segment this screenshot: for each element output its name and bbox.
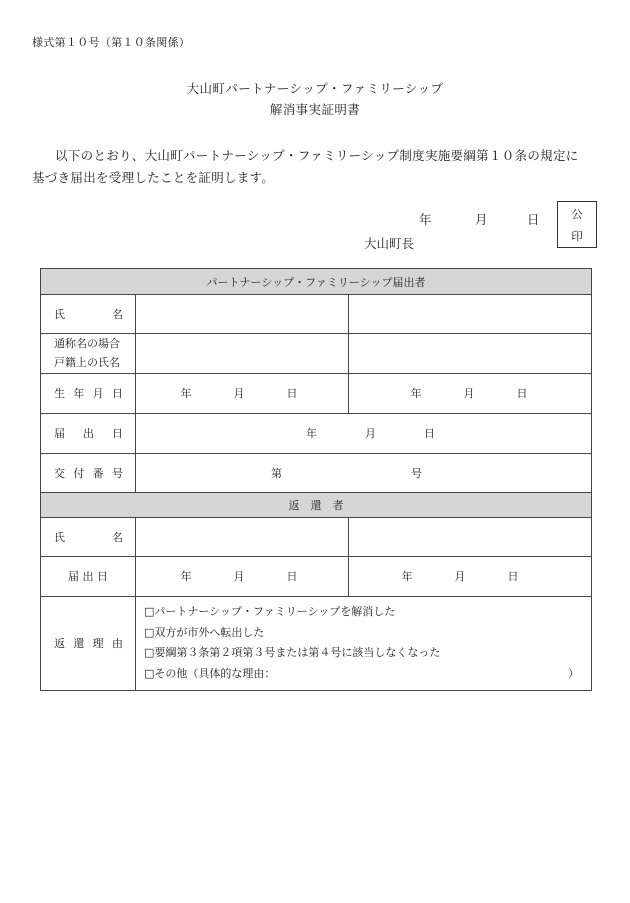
seal-char-2: 印 bbox=[571, 228, 583, 243]
return-reason-label: 返 還 理 由 bbox=[54, 637, 123, 650]
issuer-name: 大山町長 bbox=[364, 236, 415, 251]
official-seal-box bbox=[557, 201, 597, 248]
legal-name-field-1[interactable] bbox=[136, 333, 348, 373]
date-year: 年 bbox=[419, 212, 432, 227]
returner-name-label: 氏 名 bbox=[54, 530, 123, 544]
filing-date-field[interactable]: 年 月 日 bbox=[306, 427, 435, 440]
birth-date-field-1[interactable]: 年 月 日 bbox=[180, 387, 298, 400]
body-text-line-1: 以下のとおり、大山町パートナーシップ・ファミリーシップ制度実施要綱第１０条の規定に bbox=[55, 148, 579, 163]
certificate-table bbox=[40, 268, 592, 691]
returner-name-field-1[interactable] bbox=[136, 517, 348, 556]
reason-checkbox-other[interactable]: □その他（具体的な理由： bbox=[144, 666, 276, 680]
reason-checkbox-moved-out[interactable]: □双方が市外へ転出した bbox=[144, 625, 265, 639]
section2-header: 返 還 者 bbox=[288, 498, 344, 512]
issue-number-label: 交 付 番 号 bbox=[54, 466, 123, 480]
date-month: 月 bbox=[475, 212, 488, 227]
title-line-1: 大山町パートナーシップ・ファミリーシップ bbox=[186, 81, 444, 96]
name-field-2[interactable] bbox=[349, 294, 591, 333]
body-text-line-2: 基づき届出を受理したことを証明します。 bbox=[32, 170, 275, 185]
form-number: 様式第１０号（第１０条関係） bbox=[32, 36, 191, 49]
return-reason-options bbox=[136, 596, 591, 690]
returner-filing-date-field-2[interactable]: 年 月 日 bbox=[401, 570, 519, 583]
filing-date-label: 届 出 日 bbox=[54, 427, 123, 440]
name-label: 氏 名 bbox=[54, 307, 123, 321]
reason-checkbox-other-row bbox=[144, 664, 579, 685]
seal-char-1: 公 bbox=[571, 206, 583, 221]
legal-name-field-2[interactable] bbox=[349, 333, 591, 373]
returner-name-field-2[interactable] bbox=[349, 517, 591, 556]
issue-number-field[interactable]: 第 号 bbox=[271, 466, 422, 480]
reason-checkbox-ineligible[interactable]: □要綱第３条第２項第３号または第４号に該当しなくなった bbox=[144, 646, 441, 659]
section1-header: パートナーシップ・ファミリーシップ届出者 bbox=[206, 275, 426, 289]
birth-date-field-2[interactable]: 年 月 日 bbox=[410, 387, 528, 400]
reason-close-paren: ） bbox=[568, 666, 579, 680]
reason-checkbox-dissolved[interactable]: □パートナーシップ・ファミリーシップを解消した bbox=[144, 605, 396, 618]
birth-date-label: 生 年 月 日 bbox=[54, 387, 123, 400]
returner-filing-date-field-1[interactable]: 年 月 日 bbox=[180, 570, 298, 583]
title-line-2: 解消事実証明書 bbox=[269, 102, 361, 117]
returner-filing-date-label: 届 出 日 bbox=[68, 570, 108, 583]
alias-label: 通称名の場合 戸籍上の氏名 bbox=[54, 337, 120, 369]
date-day: 日 bbox=[527, 212, 540, 227]
name-field-1[interactable] bbox=[136, 294, 348, 333]
